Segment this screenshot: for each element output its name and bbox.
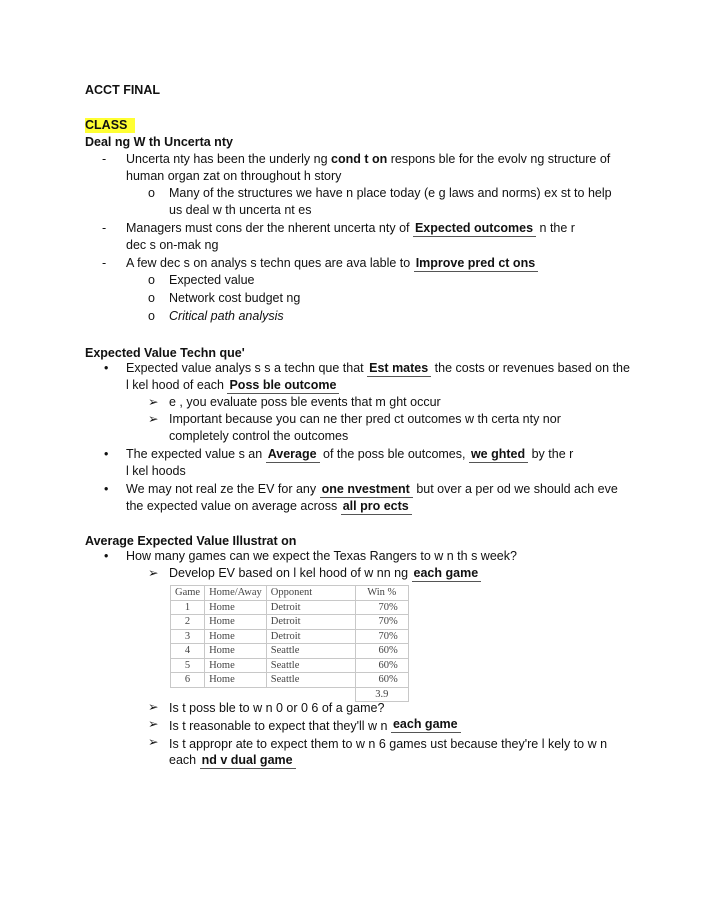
fill-blank: each game (391, 717, 461, 733)
s3-sub2: Is t poss ble to w n 0 or 0 6 of a game? (169, 701, 385, 715)
fill-blank: we ghted (469, 447, 528, 463)
s1-sub-expected-value: Expected value (169, 273, 255, 287)
fill-blank: Average (266, 447, 320, 463)
table-row: 4 Home Seattle 60% (171, 644, 409, 659)
o-bullet: o (148, 273, 155, 287)
fill-blank: Expected outcomes (413, 221, 536, 237)
doc-title: ACCT FINAL (85, 83, 160, 97)
col-header-opponent: Opponent (266, 586, 355, 601)
section-heading-average-ev: Average Expected Value Illustrat on (85, 534, 297, 548)
dash-bullet: - (102, 256, 107, 270)
s2-item3-line2: the expected value on average across all pro ects (126, 498, 412, 515)
fill-blank: nd v dual game (200, 753, 296, 769)
o-bullet: o (148, 291, 155, 305)
s3-sub3: Is t reasonable to expect that they'll w n each game (169, 718, 461, 735)
s2-sub1: e , you evaluate poss ble events that m ght occur (169, 395, 441, 409)
o-bullet: o (148, 309, 155, 323)
arrow-bullet-icon: ➢ (148, 412, 159, 426)
dot-bullet: • (104, 482, 109, 496)
section-heading-uncertainty: Deal ng W th Uncerta nty (85, 135, 233, 149)
s1-item1-line2: human organ zat on throughout h story (126, 169, 342, 183)
fill-blank: Improve pred ct ons (414, 256, 538, 272)
s2-item2-line2: l kel hoods (126, 464, 186, 478)
s3-item1: How many games can we expect the Texas Rangers to w n th s week? (126, 549, 517, 563)
table-row: 1 Home Detroit 70% (171, 600, 409, 615)
s1-item3-line1: A few dec s on analys s techn ques are ava lable to Improve pred ct ons (126, 255, 538, 272)
dot-bullet: • (104, 361, 109, 375)
s2-sub2-line2: completely control the outcomes (169, 429, 349, 443)
fill-blank: Poss ble outcome (227, 378, 339, 394)
s3-sub1: Develop EV based on l kel hood of w nn ng each game (169, 565, 481, 582)
s1-item2-line1: Managers must cons der the nherent uncerta nty of Expected outcomes n the r (126, 221, 575, 235)
arrow-bullet-icon: ➢ (148, 700, 159, 714)
dash-bullet: - (102, 152, 107, 166)
table-header-row (171, 586, 409, 601)
col-header-home-away: Home/Away (205, 586, 267, 601)
class-label: CLASS (85, 118, 135, 133)
arrow-bullet-icon: ➢ (148, 717, 159, 731)
s2-item1-line2: l kel hood of each Poss ble outcome (126, 377, 339, 394)
fill-blank: each game (412, 566, 482, 582)
s1-sub1-line1: Many of the structures we have n place today (e g laws and norms) ex st to help (169, 186, 612, 200)
fill-blank: all pro ects (341, 499, 412, 515)
table-row: 5 Home Seattle 60% (171, 658, 409, 673)
table-row: 6 Home Seattle 60% (171, 673, 409, 688)
o-bullet: o (148, 186, 155, 200)
s2-sub2-line1: Important because you can ne ther pred ct outcomes w th certa nty nor (169, 412, 561, 426)
fill-blank: one nvestment (320, 482, 413, 498)
table-row: 3 Home Detroit 70% (171, 629, 409, 644)
s3-sub4-line1: Is t appropr ate to expect them to w n 6 games ust because they're l kely to w n (169, 737, 608, 751)
col-header-game: Game (171, 586, 205, 601)
dot-bullet: • (104, 549, 109, 563)
s2-item2-line1: The expected value s an Average of the poss ble outcomes, we ghted by the r (126, 447, 574, 461)
section-heading-ev-technique: Expected Value Techn que' (85, 346, 245, 360)
col-header-win-pct: Win % (355, 586, 408, 601)
arrow-bullet-icon: ➢ (148, 566, 159, 580)
table-row: 2 Home Detroit 70% (171, 615, 409, 630)
s1-sub-network-cost: Network cost budget ng (169, 291, 301, 305)
fill-blank: Est mates (367, 361, 431, 377)
s3-sub4-line2: each nd v dual game (169, 752, 296, 769)
arrow-bullet-icon: ➢ (148, 735, 159, 749)
dot-bullet: • (104, 447, 109, 461)
s1-sub-critical-path: Critical path analysis (169, 309, 284, 323)
s1-sub1-line2: us deal w th uncerta nt es (169, 203, 312, 217)
table-total: 3.9 (355, 687, 408, 702)
arrow-bullet-icon: ➢ (148, 395, 159, 409)
s1-item1-line1: Uncerta nty has been the underly ng cond t on respons ble for the evolv ng structure of (126, 152, 611, 166)
s2-item3-line1: We may not real ze the EV for any one nvestment but over a per od we should ach eve (126, 482, 618, 496)
dash-bullet: - (102, 221, 107, 235)
games-table (170, 585, 409, 702)
s1-item2-line2: dec s on-mak ng (126, 238, 219, 252)
s2-item1-line1: Expected value analys s s a techn que that Est mates the costs or revenues based on the (126, 361, 630, 375)
